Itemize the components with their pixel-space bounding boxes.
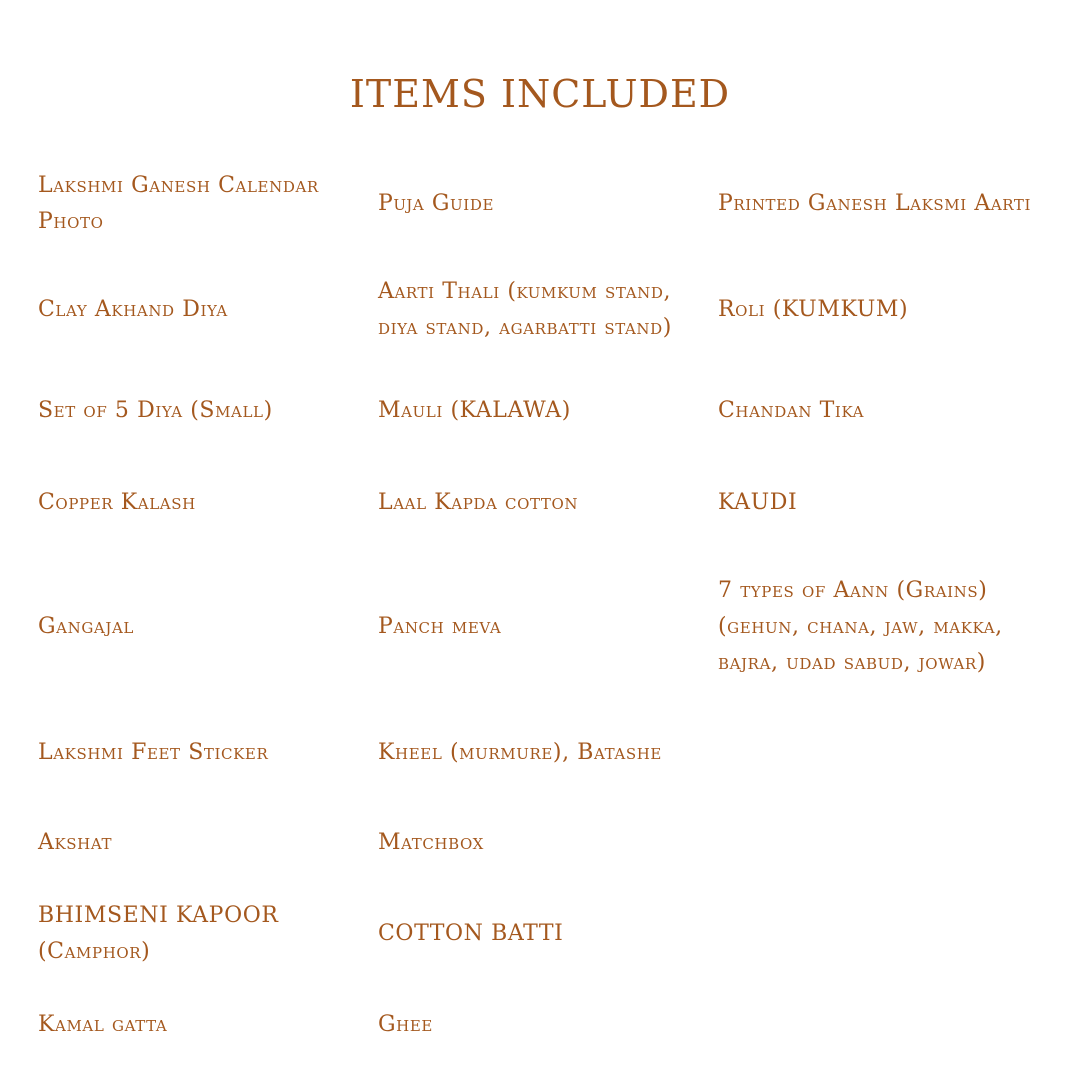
item-cell: Laal Kapda cotton [378,490,579,515]
items-row [38,150,1058,258]
item-cell: Clay Akhand Diya [38,297,228,322]
item-cell: Puja Guide [378,191,494,216]
items-row [38,546,1058,708]
item-cell: Gangajal [38,614,134,639]
item-cell: BHIMSENI KAPOOR (Camphor) [38,903,279,964]
items-row [38,460,1058,546]
item-cell: Lakshmi Feet Sticker [38,740,269,765]
item-cell: Set of 5 Diya (Small) [38,398,273,423]
item-cell: Akshat [38,830,113,855]
page-title: ITEMS INCLUDED [349,72,731,116]
item-cell: Roli (KUMKUM) [718,297,909,322]
item-cell: 7 types of Aann (Grains) (gehun, chana, jaw, makka, bajra, udad sabud, jowar) [718,578,1003,675]
item-cell: Kamal gatta [38,1012,168,1037]
item-cell: Kheel (murmure), Batashe [378,740,662,765]
item-cell: KAUDI [718,490,798,515]
items-row [38,980,1058,1070]
items-row [38,708,1058,798]
item-cell: Panch meva [378,614,502,639]
item-cell: Mauli (KALAWA) [378,398,571,423]
item-cell: Chandan Tika [718,398,865,423]
item-cell: COTTON BATTI [378,921,564,946]
items-grid [38,150,1058,1070]
item-cell: Ghee [378,1012,433,1037]
item-cell: Lakshmi Ganesh Calendar Photo [38,173,319,234]
item-cell: Matchbox [378,830,484,855]
item-cell: Copper Kalash [38,490,196,515]
item-cell: Aarti Thali (kumkum stand, diya stand, agarbatti stand) [378,279,672,340]
item-cell: Printed Ganesh Laksmi Aarti [718,191,1032,216]
items-row [38,798,1058,888]
items-row [38,258,1058,362]
items-row [38,362,1058,460]
items-row [38,888,1058,980]
